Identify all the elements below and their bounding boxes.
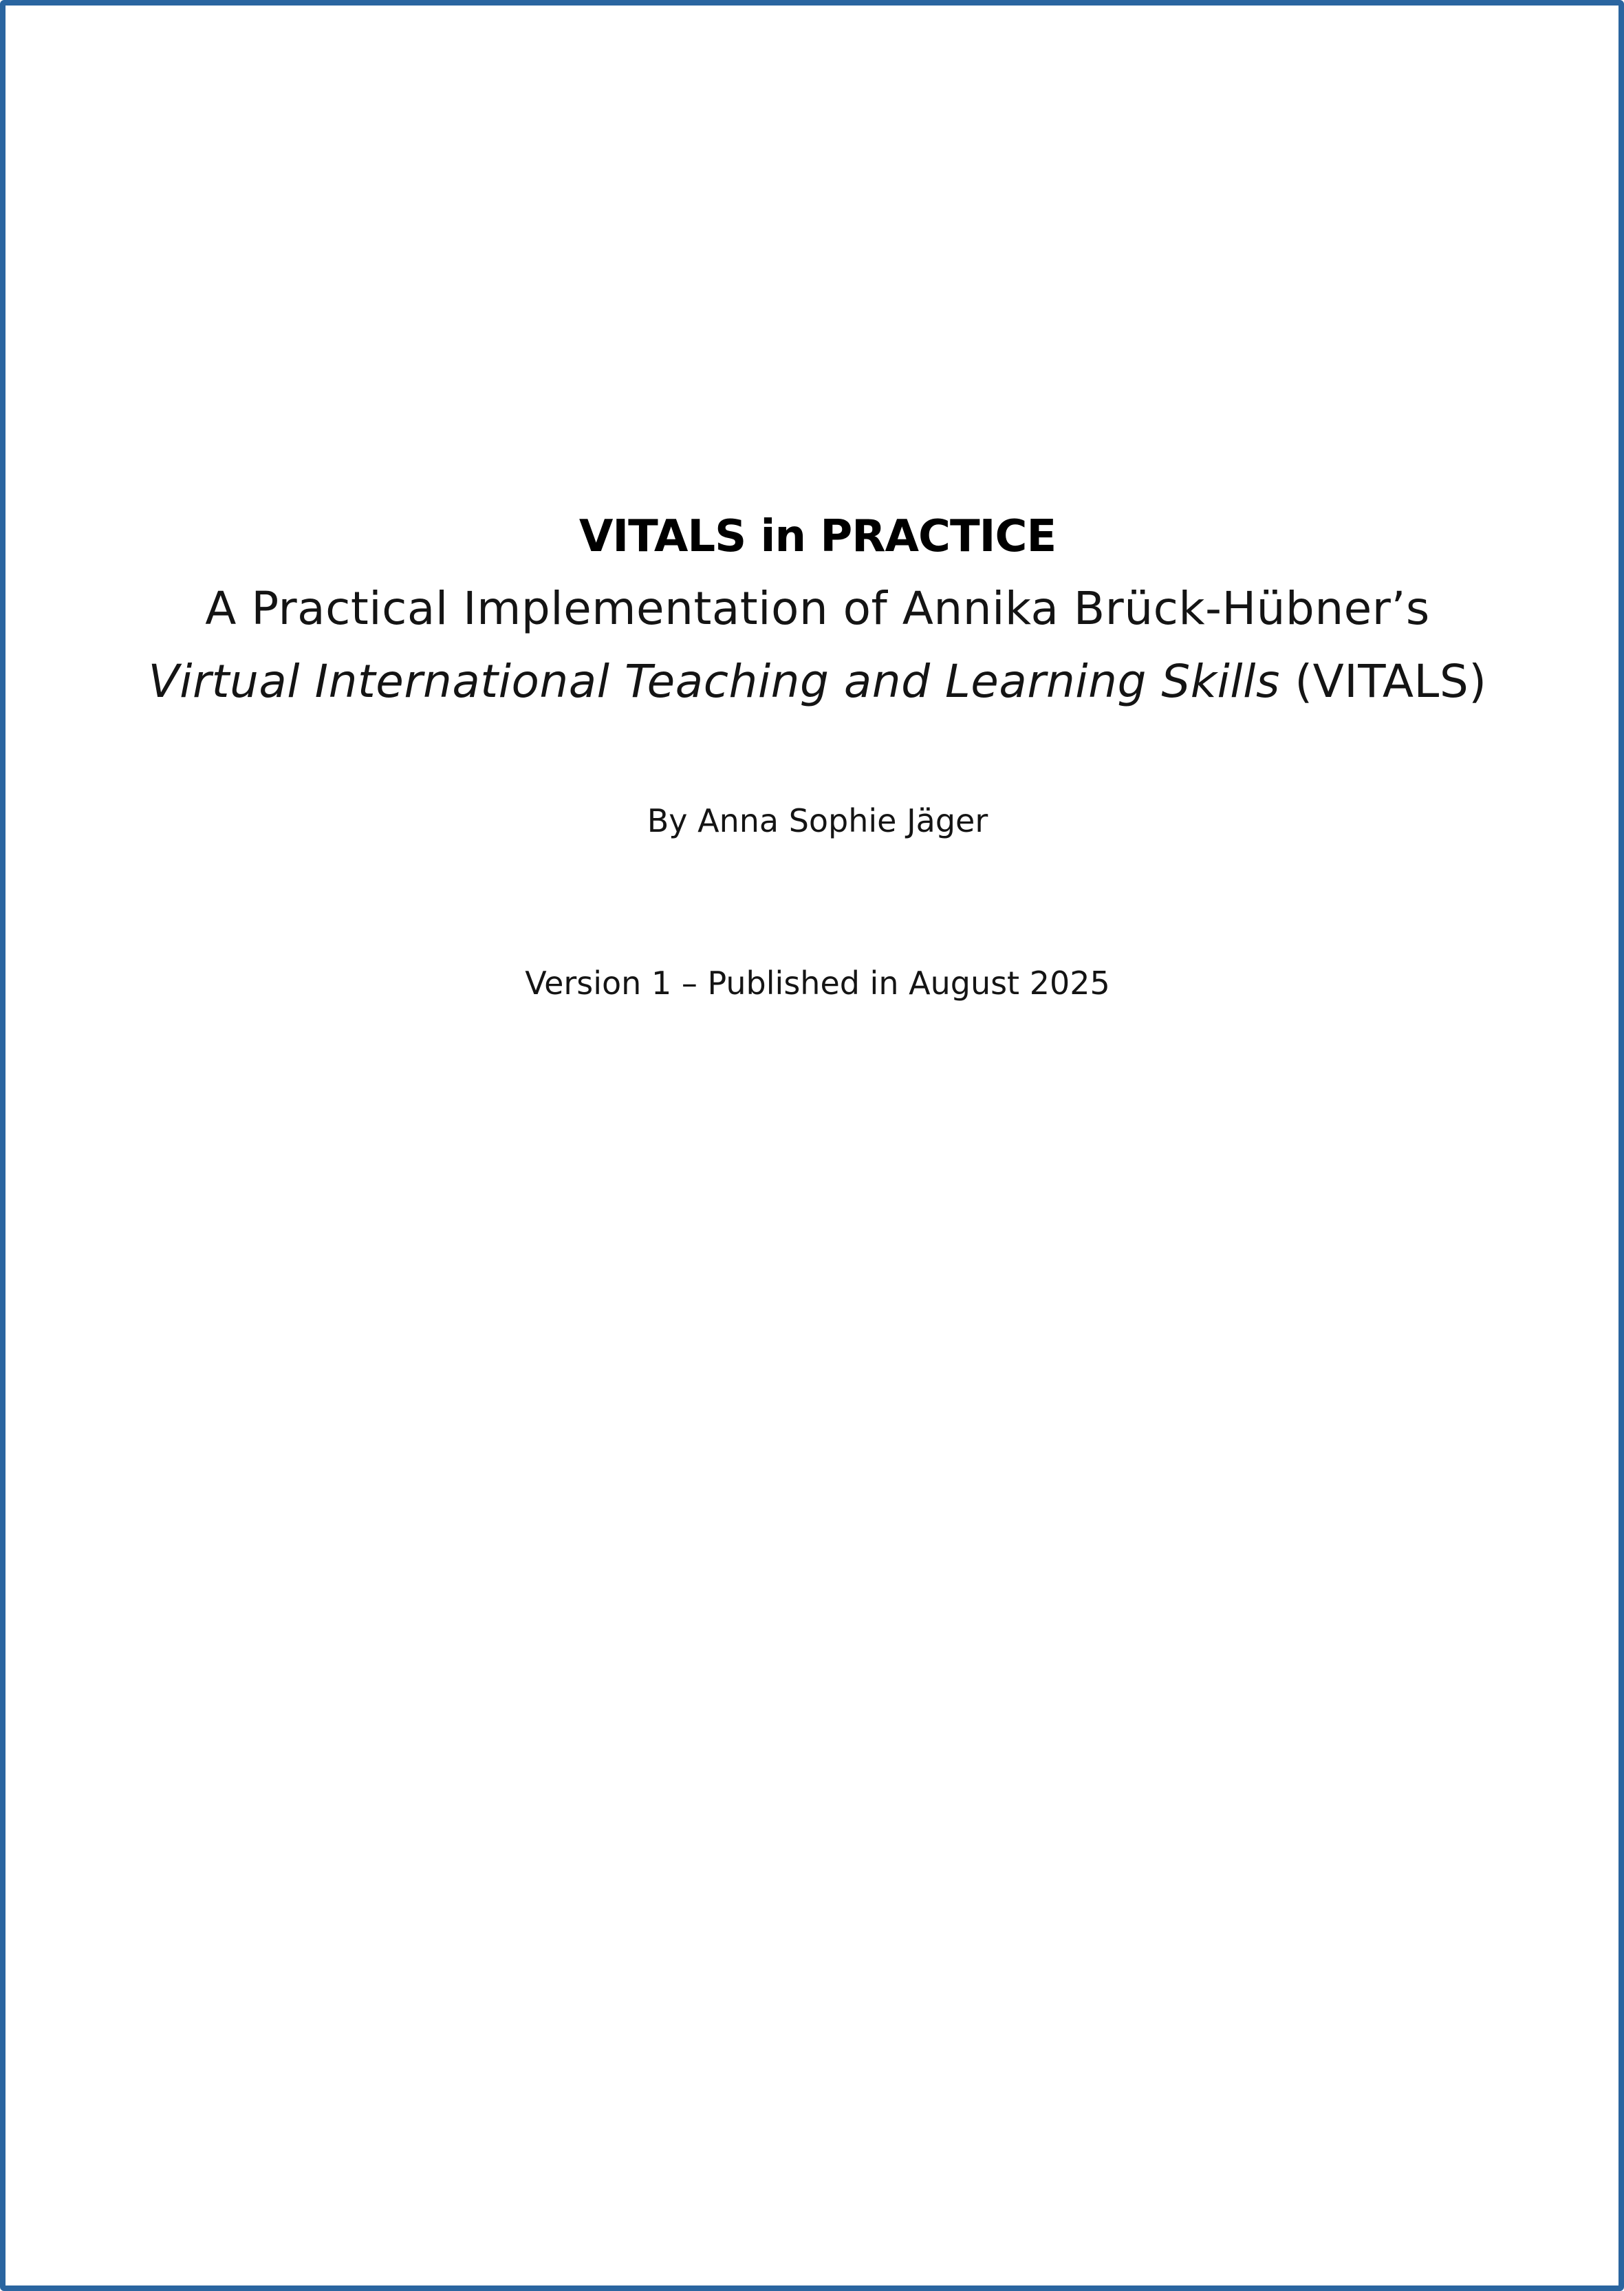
- document-subtitle-line-2: [6, 655, 1624, 708]
- author-line: By Anna Sophie Jäger: [647, 802, 988, 839]
- framework-acronym: (VITALS): [1279, 655, 1487, 708]
- document-title: VITALS in PRACTICE: [578, 511, 1057, 562]
- document-subtitle: A Practical Implementation of Annika Brück-Hübner’s: [205, 582, 1430, 635]
- title-block: [6, 511, 1624, 708]
- version-line: Version 1 – Published in August 2025: [525, 965, 1110, 1002]
- framework-name: Virtual International Teaching and Learning Skills: [148, 655, 1280, 708]
